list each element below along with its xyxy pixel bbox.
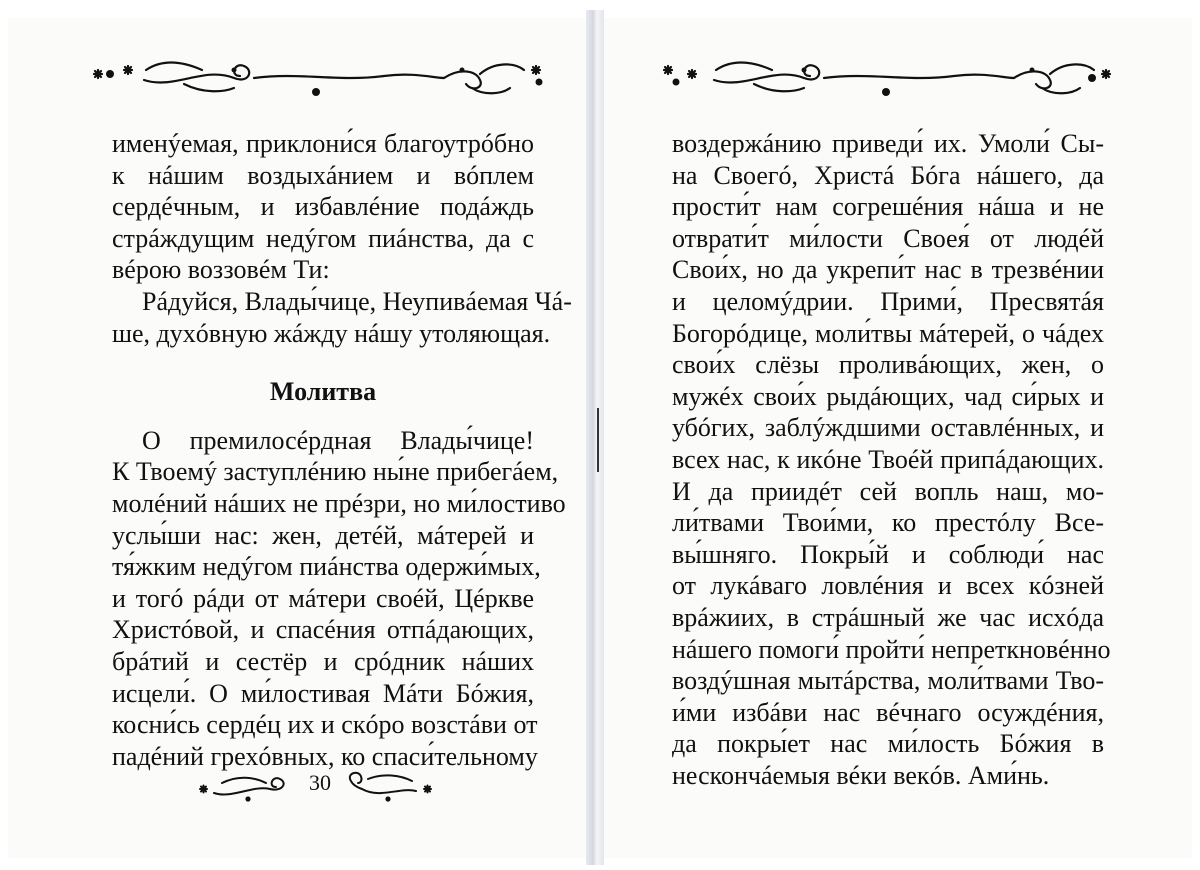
text-line: Богорóдице, моли́твы мáтерей, о чáдех	[672, 318, 1104, 348]
text-line: и́ми избáви нас вéчнаго осуждéния,	[672, 697, 1104, 727]
left-page	[8, 18, 586, 858]
text-line: О премилосéрдная Влады́чице!	[142, 425, 534, 455]
text-line: Свои́х, но да укрепи́т нас в трезвéнии	[672, 255, 1104, 285]
gutter-crease	[597, 408, 599, 472]
text-line: нескончáемыя вéки векóв. Ами́нь.	[672, 760, 1050, 790]
text-line: стрáждущим недýгом пиáнства, да с	[112, 223, 534, 253]
text-line: воздýшная мытáрства, моли́твами Тво-	[672, 666, 1104, 696]
text-line: И да приидéт сей вопль наш, мо-	[672, 476, 1104, 506]
text-line: убóгих, заблýждшими оставлéнных, и	[672, 413, 1104, 443]
text-line: врáжиих, в стрáшный же час исхóда	[672, 602, 1104, 632]
text-line: вы́шняго. Покры́й и соблюди́ нас	[672, 539, 1104, 569]
text-line: к нáшим воздыхáнием и вóплем	[112, 160, 534, 190]
prayer-heading: Молитва	[269, 377, 377, 407]
text-line: на Своегó, Христá Бóга нáшего, да	[672, 160, 1104, 190]
text-line: и целомýдрии. Прими́, Пресвятáя	[672, 286, 1104, 316]
ornament-header-right-icon	[654, 48, 1124, 102]
text-line: нáшего помоги́ пройти́ непреткновéнно	[672, 634, 1111, 664]
text-line: вéрою воззовéм Ти:	[112, 255, 330, 285]
ornament-header-left-icon	[84, 48, 554, 102]
left-paragraph-1	[112, 128, 534, 286]
right-page	[604, 18, 1192, 858]
text-line: брáтий и сестёр и срóдник нáших	[112, 646, 534, 676]
text-line: прости́т нам согрешéния нáша и не	[672, 192, 1104, 222]
text-line: мужéх свои́х рыдáющих, чад си́рых и	[672, 381, 1104, 411]
text-line: Христóвой, и спасéния отпáдающих,	[112, 615, 534, 645]
text-line: именýемая, приклони́ся благоутрóбно	[112, 129, 534, 158]
text-line: молéний нáших не прéзри, но ми́лостиво	[112, 488, 566, 518]
text-line: да покры́ет нас ми́лость Бóжия в	[672, 729, 1104, 759]
right-paragraph-1	[672, 128, 1111, 791]
text-line: Рáдуйся, Влады́чице, Неупивáемая Чá-	[142, 286, 572, 316]
text-line: и тогó рáди от мáтери своéй, Цéркве	[112, 583, 534, 613]
left-paragraph-2	[112, 286, 572, 349]
text-line: падéний грехóвных, ко спаси́тельному	[112, 741, 538, 771]
text-line: сердéчным, и избавлéние подáждь	[112, 192, 534, 222]
text-line: услы́ши нас: жен, детéй, мáтерей и	[112, 520, 534, 550]
text-line: косни́сь сердéц их и скóро возстáви от	[112, 710, 538, 740]
right-page-text	[672, 128, 1111, 791]
page-number: 30	[309, 770, 331, 795]
text-line: всех нас, к икóне Твоéй припáдающих.	[672, 444, 1104, 474]
book-gutter	[586, 10, 604, 865]
text-line: отврати́т ми́лости Своея́ от людéй	[672, 223, 1104, 253]
text-line: свои́х слёзы проливáющих, жен, о	[672, 350, 1104, 380]
text-line: от лукáваго ловлéния и всех кóзней	[672, 571, 1104, 601]
left-page-text	[112, 128, 572, 772]
text-line: ли́твами Твои́ми, ко престóлу Все-	[672, 508, 1104, 538]
text-line: исцели́. О ми́лостивая Мáти Бóжия,	[112, 678, 534, 708]
text-line: воздержáнию приведи́ их. Умоли́ Сы-	[672, 129, 1104, 158]
text-line: ше, духóвную жáжду нáшу утоляющая.	[112, 318, 551, 348]
text-line: тя́жким недýгом пиáнства одержи́мых,	[112, 552, 541, 582]
left-paragraph-3	[112, 425, 566, 773]
text-line: К Твоемý заступлéнию ны́не прибегáем,	[112, 457, 559, 487]
